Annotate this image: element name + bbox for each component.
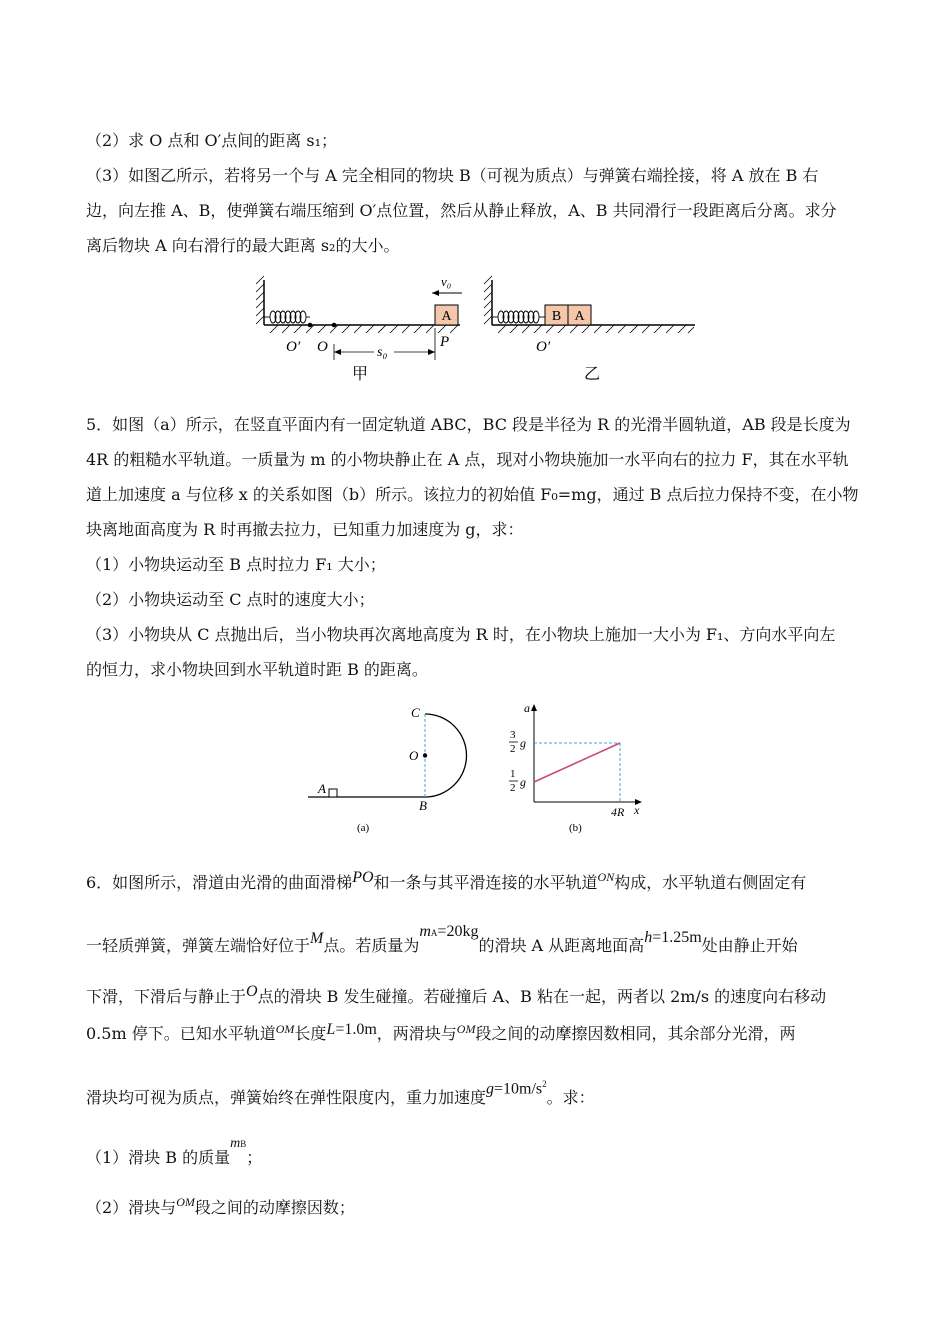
block-A-label: A bbox=[574, 309, 585, 324]
v0-label: v₀ bbox=[441, 274, 452, 289]
q6-line3 bbox=[86, 983, 827, 1009]
q6-part2-text-b: 段之间的动摩擦因数； bbox=[194, 1198, 355, 1217]
q6-part2 bbox=[86, 1197, 355, 1219]
y-lo-numerator: 1 bbox=[510, 768, 516, 780]
mA-value: =20kg bbox=[437, 923, 479, 940]
track-OM-symbol-2: OM bbox=[456, 1022, 476, 1036]
q6-line4-text-b: 长度 bbox=[294, 1024, 327, 1043]
spring bbox=[264, 311, 310, 323]
x-tick-4R: 4R bbox=[611, 805, 625, 819]
point-O-symbol: O bbox=[246, 983, 258, 1000]
O-label: O bbox=[409, 748, 419, 763]
q5-line3: 道上加速度 a 与位移 x 的关系如图（b）所示。该拉力的初始值 F₀=mg，通过 B 点后拉力保持不变，在小物 bbox=[86, 485, 859, 504]
figure-b-graph bbox=[500, 700, 650, 840]
caption-b: (b) bbox=[569, 822, 582, 834]
y-lo-denominator: 2 bbox=[510, 782, 516, 794]
q5-part3-line2: 的恒力，求小物块回到水平轨道时距 B 的距离。 bbox=[86, 660, 428, 679]
q6-part1-text-b: ； bbox=[246, 1148, 263, 1167]
q6-line2-text-d: 处由静止开始 bbox=[701, 936, 798, 955]
mA-subscript: A bbox=[430, 928, 438, 938]
center-O bbox=[423, 753, 427, 757]
mB-symbol: m bbox=[230, 1136, 241, 1151]
q6-line1-text-a: 6．如图所示，滑道由光滑的曲面滑梯 bbox=[86, 873, 353, 892]
mA-symbol: m bbox=[419, 923, 431, 940]
L-symbol: L bbox=[326, 1021, 336, 1038]
block-A-label: A bbox=[441, 309, 452, 324]
q6-line5-text-b: 。求： bbox=[546, 1088, 595, 1107]
track-OM-symbol-3: OM bbox=[176, 1195, 195, 1209]
figure-jia bbox=[250, 272, 480, 387]
O-prime-label: O′ bbox=[286, 339, 301, 355]
q6-part2-text-a: （2）滑块与 bbox=[86, 1198, 177, 1217]
q6-part1-text-a: （1）滑块 B 的质量 bbox=[86, 1148, 231, 1167]
q6-line3-text-b: 点的滑块 B 发生碰撞。若碰撞后 A、B 粘在一起，两者以 2m/s 的速度向右移动 bbox=[257, 987, 827, 1006]
block-B-label: B bbox=[551, 309, 562, 324]
q4-part2: （2）求 O 点和 O′点间的距离 s₁； bbox=[86, 131, 338, 150]
y-lo-g: g bbox=[520, 775, 526, 789]
y-hi-denominator: 2 bbox=[510, 743, 516, 755]
q6-line2 bbox=[86, 923, 798, 958]
q5-line1: 5．如图（a）所示，在竖直平面内有一固定轨道 ABC，BC 段是半径为 R 的光滑半圆轨道，AB 段是长度为 bbox=[86, 415, 851, 434]
spring bbox=[492, 311, 545, 323]
q5-line2: 4R 的粗糙水平轨道。一质量为 m 的小物块静止在 A 点，现对小物块施加一水平向右的拉力 F，其在水平轨 bbox=[86, 450, 849, 469]
C-label: C bbox=[411, 705, 420, 720]
q5-part3-line1: （3）小物块从 C 点抛出后，当小物块再次离地高度为 R 时，在小物块上施加一大小为 F₁、方向水平向左 bbox=[86, 625, 836, 644]
caption-jia: 甲 bbox=[352, 366, 369, 383]
figure-a-track bbox=[300, 700, 480, 840]
x-axis-label: x bbox=[634, 803, 640, 817]
h-symbol: h bbox=[644, 929, 653, 946]
g-superscript: 2 bbox=[542, 1079, 547, 1089]
q6-line3-text-a: 下滑，下滑后与静止于 bbox=[86, 987, 247, 1006]
q4-part3-line3: 离后物块 A 向右滑行的最大距离 s₂的大小。 bbox=[86, 236, 400, 255]
q6-line5 bbox=[86, 1079, 595, 1114]
h-value: =1.25m bbox=[652, 929, 702, 946]
q5-line4: 块离地面高度为 R 时再撤去拉力，已知重力加速度为 g，求： bbox=[86, 520, 524, 539]
y-hi-g: g bbox=[520, 736, 526, 750]
caption-a: (a) bbox=[357, 822, 370, 834]
q5-part2: （2）小物块运动至 C 点时的速度大小； bbox=[86, 590, 375, 609]
O-prime-label: O′ bbox=[536, 339, 551, 355]
q6-line2-text-b: 点。若质量为 bbox=[323, 936, 420, 955]
y-hi-numerator: 3 bbox=[510, 729, 516, 741]
s0-label: s₀ bbox=[377, 345, 388, 360]
q4-part3-line2: 边，向左推 A、B，使弹簧右端压缩到 O′点位置，然后从静止释放，A、B 共同滑行一段距离后分离。求分 bbox=[86, 201, 837, 220]
q6-line4-text-c: ，两滑块与 bbox=[376, 1024, 457, 1043]
q6-part1 bbox=[86, 1136, 263, 1169]
q6-line2-text-c: 的滑块 A 从距离地面高 bbox=[478, 936, 645, 955]
small-block bbox=[329, 789, 337, 797]
O-label: O bbox=[317, 339, 328, 355]
curve-PO-symbol: PO bbox=[352, 869, 374, 886]
track-OM-symbol: OM bbox=[275, 1022, 295, 1036]
B-label: B bbox=[419, 798, 427, 813]
q4-part3-line1: （3）如图乙所示，若将另一个与 A 完全相同的物块 B（可视为质点）与弹簧右端拴接，将 A 放在 B 右 bbox=[86, 166, 819, 185]
q6-line4-text-a: 0.5m 停下。已知水平轨道 bbox=[86, 1024, 276, 1043]
semicircle-track-BC bbox=[425, 714, 467, 797]
q6-line1-text-b: 和一条与其平滑连接的水平轨道 bbox=[373, 873, 598, 892]
g-symbol: g bbox=[486, 1080, 495, 1098]
point-O bbox=[332, 323, 337, 328]
A-label: A bbox=[318, 781, 326, 796]
q5-part1: （1）小物块运动至 B 点时拉力 F₁ 大小； bbox=[86, 555, 386, 574]
q6-line2-text-a: 一轻质弹簧，弹簧左端恰好位于 bbox=[86, 936, 311, 955]
q6-line1 bbox=[86, 869, 807, 895]
point-O-prime bbox=[308, 323, 313, 328]
q6-line4 bbox=[86, 1023, 795, 1045]
a-axis-label: a bbox=[524, 701, 530, 715]
mB-subscript: B bbox=[240, 1139, 247, 1149]
q6-line1-text-c: 构成，水平轨道右侧固定有 bbox=[614, 873, 807, 892]
caption-yi: 乙 bbox=[584, 366, 601, 383]
q6-line4-text-d: 段之间的动摩擦因数相同，其余部分光滑，两 bbox=[475, 1024, 796, 1043]
L-value: =1.0m bbox=[335, 1021, 377, 1038]
P-label: P bbox=[440, 334, 450, 350]
q6-line5-text-a: 滑块均可视为质点，弹簧始终在弹性限度内，重力加速度 bbox=[86, 1088, 487, 1107]
g-value: =10m/s bbox=[494, 1080, 543, 1098]
track-ON-symbol: ON bbox=[597, 870, 615, 884]
a-x-line bbox=[534, 743, 620, 782]
point-M-symbol: M bbox=[310, 930, 324, 947]
figure-yi bbox=[480, 272, 705, 387]
